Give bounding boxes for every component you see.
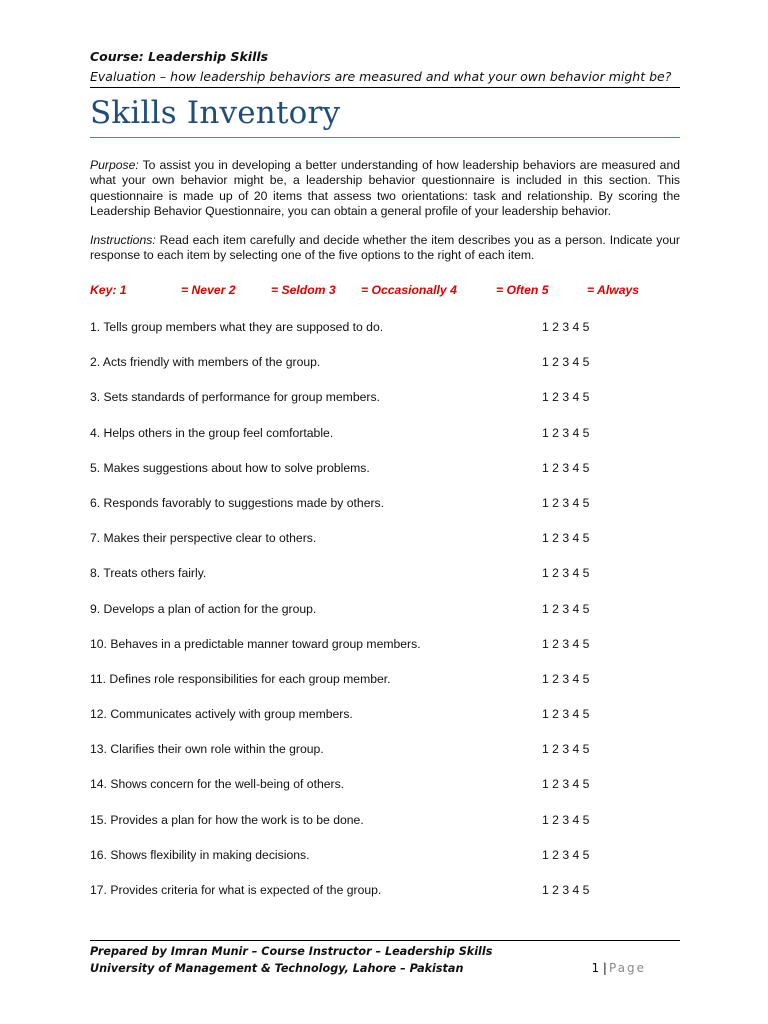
rating-scale[interactable]: 1 2 3 4 5 (542, 707, 590, 722)
key-item: = Always (587, 283, 640, 297)
purpose-label: Purpose: (90, 158, 139, 172)
header-divider (90, 87, 680, 88)
list-item (90, 601, 680, 636)
item-text: 14. Shows concern for the well-being of others. (90, 777, 345, 792)
item-text: 10. Behaves in a predictable manner toward group members. (90, 636, 421, 651)
item-text: 4. Helps others in the group feel comfortable. (90, 425, 334, 440)
footer-prepared-by: Prepared by Imran Munir – Course Instructor – Leadership Skills (90, 945, 493, 958)
purpose-paragraph (90, 158, 680, 220)
instructions-paragraph (90, 233, 680, 264)
list-item (90, 389, 680, 424)
item-text: 1. Tells group members what they are supposed to do. (90, 320, 384, 334)
rating-scale[interactable]: 1 2 3 4 5 (542, 425, 590, 440)
list-item (90, 354, 680, 389)
item-text: 7. Makes their perspective clear to others. (90, 531, 317, 546)
page-header (90, 49, 680, 85)
rating-scale[interactable]: 1 2 3 4 5 (542, 460, 590, 475)
list-item (90, 425, 680, 460)
questionnaire-list (90, 319, 680, 917)
rating-scale[interactable]: 1 2 3 4 5 (542, 531, 590, 546)
rating-scale[interactable]: 1 2 3 4 5 (542, 566, 590, 581)
item-text: 12. Communicates actively with group members. (90, 707, 353, 722)
list-item (90, 565, 680, 600)
item-text: 8. Treats others fairly. (90, 566, 207, 581)
rating-scale[interactable]: 1 2 3 4 5 (542, 671, 590, 686)
rating-scale[interactable]: 1 2 3 4 5 (542, 320, 590, 334)
item-text: 3. Sets standards of performance for group members. (90, 390, 380, 405)
rating-scale[interactable]: 1 2 3 4 5 (542, 777, 590, 792)
item-text: 11. Defines role responsibilities for each group member. (90, 671, 391, 686)
course-subtitle: Evaluation – how leadership behaviors are measured and what your own behavior might be? (90, 69, 672, 84)
list-item (90, 847, 680, 882)
key-item: = Never 2 (181, 283, 236, 297)
list-item (90, 319, 680, 354)
instructions-label: Instructions: (90, 233, 156, 247)
rating-key (90, 283, 680, 299)
rating-scale[interactable]: 1 2 3 4 5 (542, 636, 590, 651)
list-item (90, 776, 680, 811)
page-title: Skills Inventory (90, 95, 341, 131)
title-divider (90, 137, 680, 138)
list-item (90, 706, 680, 741)
item-text: 17. Provides criteria for what is expected of the group. (90, 883, 382, 897)
rating-scale[interactable]: 1 2 3 4 5 (542, 601, 590, 616)
rating-scale[interactable]: 1 2 3 4 5 (542, 812, 590, 827)
list-item (90, 741, 680, 776)
instructions-text: Read each item carefully and decide whether the item describes you as a person. Indicate your response to each item by selecting one of the five options to the right of each item. (90, 233, 680, 263)
list-item (90, 460, 680, 495)
key-item: Key: 1 (90, 283, 127, 297)
item-text: 13. Clarifies their own role within the group. (90, 742, 324, 757)
item-text: 6. Responds favorably to suggestions made by others. (90, 495, 385, 510)
list-item (90, 882, 680, 917)
item-text: 9. Develops a plan of action for the group. (90, 601, 317, 616)
list-item (90, 530, 680, 565)
key-item: = Seldom 3 (271, 283, 336, 297)
list-item (90, 671, 680, 706)
course-title: Course: Leadership Skills (90, 49, 269, 64)
item-text: 5. Makes suggestions about how to solve problems. (90, 460, 370, 475)
rating-scale[interactable]: 1 2 3 4 5 (542, 390, 590, 405)
item-text: 16. Shows flexibility in making decisions. (90, 847, 310, 862)
item-text: 15. Provides a plan for how the work is to be done. (90, 812, 364, 827)
page-number (591, 960, 646, 977)
rating-scale[interactable]: 1 2 3 4 5 (542, 495, 590, 510)
page-label: Page (608, 961, 646, 975)
footer-divider (90, 940, 680, 941)
key-item: = Occasionally 4 (361, 283, 457, 297)
rating-scale[interactable]: 1 2 3 4 5 (542, 355, 590, 370)
key-item: = Often 5 (496, 283, 549, 297)
page-number-value: 1 | (591, 961, 607, 975)
rating-scale[interactable]: 1 2 3 4 5 (542, 847, 590, 862)
purpose-text: To assist you in developing a better understanding of how leadership behaviors are measured and what your own behavior might be, a leadership behavior questionnaire is included in this section. This questionnaire is made up of 20 items that assess two orientations: task and relationship. By scoring the Leadership Behavior Questionnaire, you can obtain a general profile of your leadership behavior. (90, 158, 680, 219)
rating-scale[interactable]: 1 2 3 4 5 (542, 883, 590, 897)
list-item (90, 636, 680, 671)
item-text: 2. Acts friendly with members of the group. (90, 355, 321, 370)
rating-scale[interactable]: 1 2 3 4 5 (542, 742, 590, 757)
list-item (90, 812, 680, 847)
list-item (90, 495, 680, 530)
footer-university: University of Management & Technology, Lahore – Pakistan (90, 962, 464, 975)
